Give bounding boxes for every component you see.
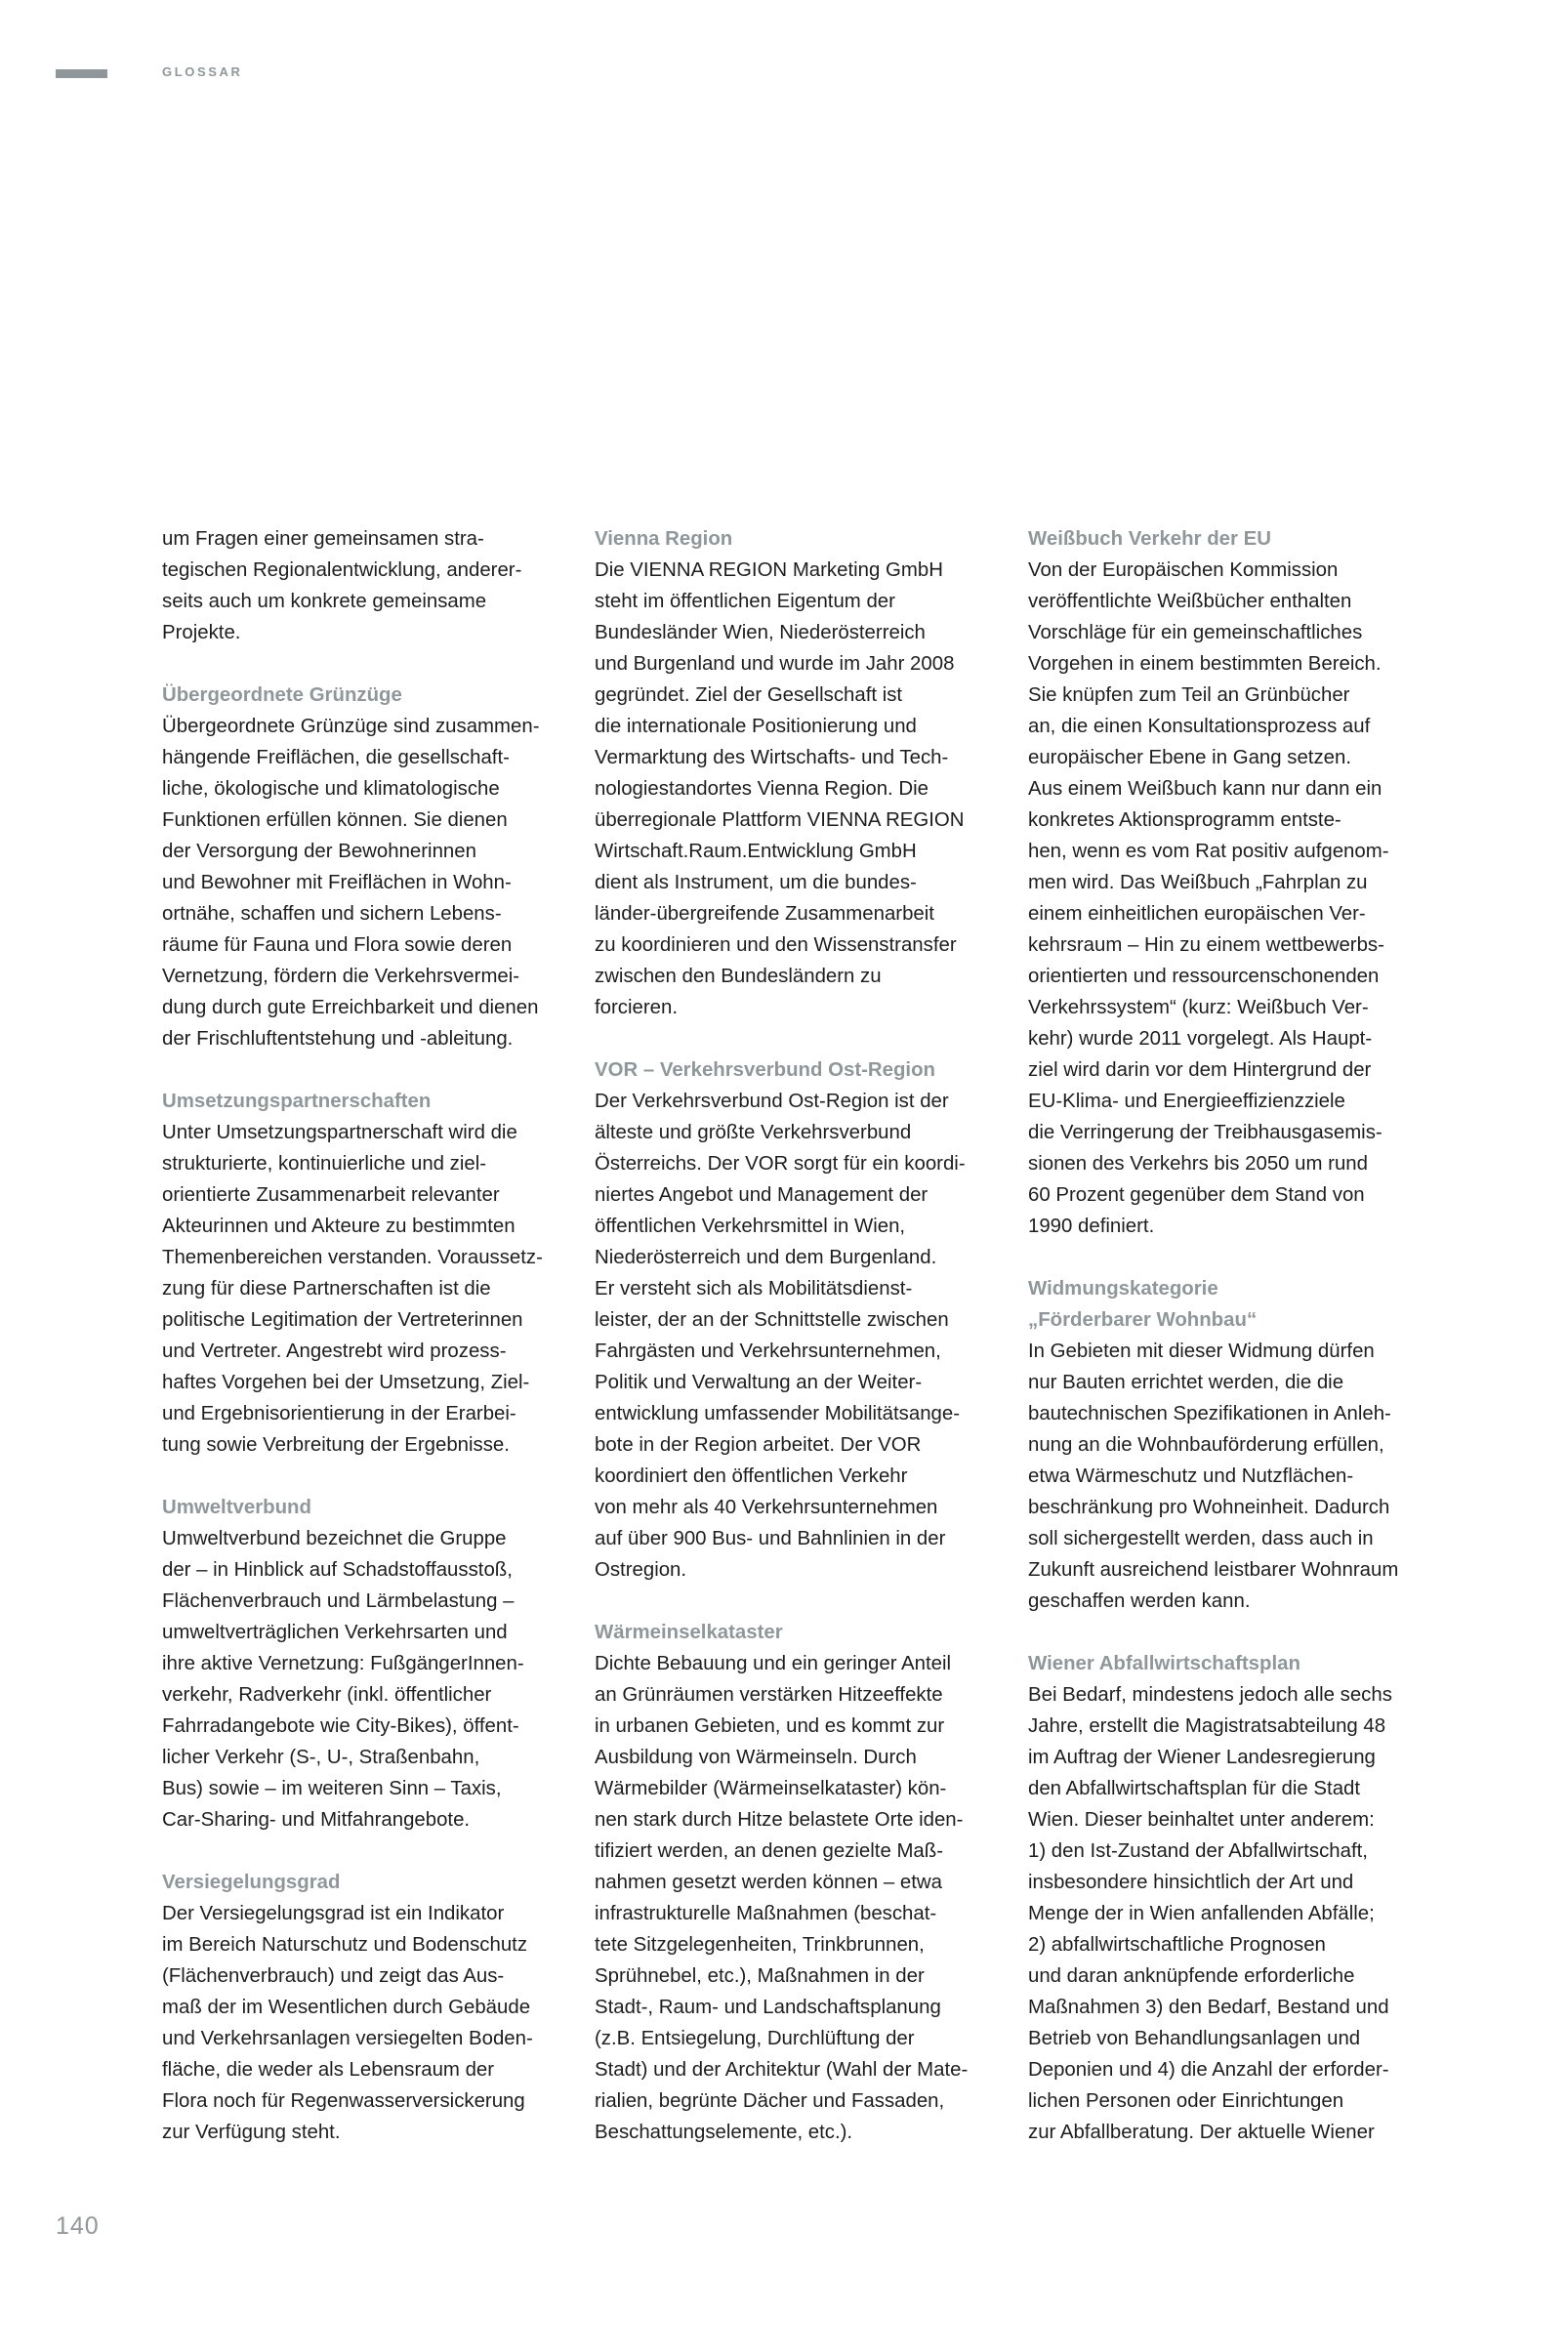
- text-line: Der Verkehrsverbund Ost-Region ist der: [595, 1091, 949, 1112]
- text-line: seits auch um konkrete gemeinsame: [162, 591, 487, 612]
- glossary-term: Widmungskategorie: [1028, 1278, 1218, 1300]
- text-line: einem einheitlichen europäischen Ver-: [1028, 903, 1366, 925]
- text-line: orientierten und ressourcenschonenden: [1028, 966, 1380, 987]
- text-line: (Flächenverbrauch) und zeigt das Aus-: [162, 1965, 505, 1987]
- text-line: die Verringerung der Treibhausgasemis-: [1028, 1122, 1382, 1143]
- text-line: dient als Instrument, um die bundes-: [595, 872, 917, 893]
- text-line: Bus) sowie – im weiteren Sinn – Taxis,: [162, 1778, 502, 1799]
- text-line: Politik und Verwaltung an der Weiter-: [595, 1372, 923, 1393]
- text-line: Wien. Dieser beinhaltet unter anderem:: [1028, 1809, 1375, 1831]
- glossary-term: Weißbuch Verkehr der EU: [1028, 528, 1271, 550]
- text-line: an, die einen Konsultationsprozess auf: [1028, 716, 1371, 737]
- text-line: liche, ökologische und klimatologische: [162, 778, 500, 800]
- text-line: Sprühnebel, etc.), Maßnahmen in der: [595, 1965, 925, 1987]
- text-line: Deponien und 4) die Anzahl der erforder-: [1028, 2059, 1389, 2081]
- text-line: hängende Freiflächen, die gesellschaft-: [162, 747, 510, 768]
- text-line: Themenbereichen verstanden. Voraussetz-: [162, 1247, 543, 1268]
- text-line: Der Versiegelungsgrad ist ein Indikator: [162, 1903, 505, 1924]
- text-line: europäischer Ebene in Gang setzen.: [1028, 747, 1351, 768]
- glossary-term: Versiegelungsgrad: [162, 1872, 341, 1893]
- text-line: überregionale Plattform VIENNA REGION: [595, 809, 965, 831]
- glossary-term: Übergeordnete Grünzüge: [162, 684, 402, 706]
- text-line: tung sowie Verbreitung der Ergebnisse.: [162, 1434, 510, 1456]
- text-line: nur Bauten errichtet werden, die die: [1028, 1372, 1344, 1393]
- text-line: zu koordinieren und den Wissenstransfer: [595, 934, 957, 956]
- text-line: 1) den Ist-Zustand der Abfallwirtschaft,: [1028, 1840, 1368, 1862]
- text-line: Österreichs. Der VOR sorgt für ein koordi-: [595, 1153, 966, 1175]
- page-number: 140: [56, 2212, 100, 2240]
- text-line: leister, der an der Schnittstelle zwischen: [595, 1309, 949, 1331]
- text-line: und daran anknüpfende erforderliche: [1028, 1965, 1355, 1987]
- text-line: Niederösterreich und dem Burgenland.: [595, 1247, 937, 1268]
- text-line: Vorschläge für ein gemeinschaftliches: [1028, 622, 1363, 643]
- text-line: geschaffen werden kann.: [1028, 1590, 1251, 1612]
- paragraph-gap: [1028, 1617, 1438, 1648]
- text-line: der – in Hinblick auf Schadstoffausstoß,: [162, 1559, 513, 1581]
- text-line: dung durch gute Erreichbarkeit und dienen: [162, 997, 539, 1018]
- text-line: im Auftrag der Wiener Landesregierung: [1028, 1747, 1376, 1768]
- text-line: Beschattungselemente, etc.).: [595, 2122, 853, 2143]
- text-line: kehrsraum – Hin zu einem wettbewerbs-: [1028, 934, 1384, 956]
- text-line: tegischen Regionalentwicklung, anderer-: [162, 559, 522, 581]
- text-line: Aus einem Weißbuch kann nur dann ein: [1028, 778, 1382, 800]
- text-line: ziel wird darin vor dem Hintergrund der: [1028, 1059, 1372, 1081]
- text-line: veröffentlichte Weißbücher enthalten: [1028, 591, 1352, 612]
- text-line: Fahrgästen und Verkehrsunternehmen,: [595, 1341, 941, 1362]
- text-line: Stadt) und der Architektur (Wahl der Mate-: [595, 2059, 969, 2081]
- text-line: Ostregion.: [595, 1559, 687, 1581]
- text-line: entwicklung umfassender Mobilitätsange-: [595, 1403, 961, 1424]
- text-line: Jahre, erstellt die Magistratsabteilung 48: [1028, 1715, 1386, 1737]
- text-line: orientierte Zusammenarbeit relevanter: [162, 1184, 500, 1206]
- text-line: öffentlichen Verkehrsmittel in Wien,: [595, 1216, 906, 1237]
- text-line: konkretes Aktionsprogramm entste-: [1028, 809, 1341, 831]
- text-line: Akteurinnen und Akteure zu bestimmten: [162, 1216, 516, 1237]
- text-line: Betrieb von Behandlungsanlagen und: [1028, 2028, 1361, 2049]
- text-line: nologiestandortes Vienna Region. Die: [595, 778, 928, 800]
- text-line: verkehr, Radverkehr (inkl. öffentlicher: [162, 1684, 492, 1706]
- glossary-term: Vienna Region: [595, 528, 733, 550]
- glossary-term: Umsetzungspartnerschaften: [162, 1091, 432, 1112]
- glossary-term: Wiener Abfallwirtschaftsplan: [1028, 1653, 1300, 1674]
- text-line: lichen Personen oder Einrichtungen: [1028, 2090, 1344, 2112]
- text-line: zwischen den Bundesländern zu: [595, 966, 882, 987]
- text-line: auf über 900 Bus- und Bahnlinien in der: [595, 1528, 946, 1549]
- text-line: nahmen gesetzt werden können – etwa: [595, 1872, 942, 1893]
- text-line: Zukunft ausreichend leistbarer Wohnraum: [1028, 1559, 1399, 1581]
- paragraph-gap: [162, 1461, 572, 1492]
- glossary-term: Wärmeinselkataster: [595, 1622, 783, 1643]
- text-line: räume für Fauna und Flora sowie deren: [162, 934, 513, 956]
- text-line: um Fragen einer gemeinsamen stra-: [162, 528, 484, 550]
- text-line: umweltverträglichen Verkehrsarten und: [162, 1622, 508, 1643]
- paragraph-gap: [1028, 1242, 1438, 1273]
- text-line: Übergeordnete Grünzüge sind zusammen-: [162, 716, 540, 737]
- text-line: Vernetzung, fördern die Verkehrsvermei-: [162, 966, 520, 987]
- text-line: ortnähe, schaffen und sichern Lebens-: [162, 903, 502, 925]
- text-line: tifiziert werden, an denen gezielte Maß-: [595, 1840, 944, 1862]
- text-line: 2) abfallwirtschaftliche Prognosen: [1028, 1934, 1326, 1956]
- text-line: licher Verkehr (S-, U-, Straßenbahn,: [162, 1747, 480, 1768]
- text-line: Er versteht sich als Mobilitätsdienst-: [595, 1278, 913, 1300]
- section-label: GLOSSAR: [162, 64, 243, 79]
- text-line: Die VIENNA REGION Marketing GmbH: [595, 559, 943, 581]
- paragraph-gap: [595, 1586, 1005, 1617]
- text-line: bautechnischen Spezifikationen in Anleh-: [1028, 1403, 1391, 1424]
- paragraph-gap: [595, 1023, 1005, 1054]
- text-line: zur Verfügung steht.: [162, 2122, 341, 2143]
- text-line: länder-übergreifende Zusammenarbeit: [595, 903, 934, 925]
- text-line: Wärmebilder (Wärmeinselkataster) kön-: [595, 1778, 947, 1799]
- text-line: und Bewohner mit Freiflächen in Wohn-: [162, 872, 512, 893]
- text-line: Flächenverbrauch und Lärmbelastung –: [162, 1590, 515, 1612]
- text-line: und Burgenland und wurde im Jahr 2008: [595, 653, 955, 675]
- text-line: Bundesländer Wien, Niederösterreich: [595, 622, 926, 643]
- text-line: Car-Sharing- und Mitfahrangebote.: [162, 1809, 471, 1831]
- text-line: Sie knüpfen zum Teil an Grünbücher: [1028, 684, 1350, 706]
- text-line: strukturierte, kontinuierliche und ziel-: [162, 1153, 487, 1175]
- text-line: ihre aktive Vernetzung: FußgängerInnen-: [162, 1653, 524, 1674]
- text-line: tete Sitzgelegenheiten, Trinkbrunnen,: [595, 1934, 925, 1956]
- text-line: fläche, die weder als Lebensraum der: [162, 2059, 495, 2081]
- text-line: Fahrradangebote wie City-Bikes), öffent-: [162, 1715, 519, 1737]
- glossary-term: „Förderbarer Wohnbau“: [1028, 1309, 1258, 1331]
- text-line: sionen des Verkehrs bis 2050 um rund: [1028, 1153, 1368, 1175]
- text-line: Verkehrssystem“ (kurz: Weißbuch Ver-: [1028, 997, 1369, 1018]
- text-line: 60 Prozent gegenüber dem Stand von: [1028, 1184, 1365, 1206]
- text-line: an Grünräumen verstärken Hitzeeffekte: [595, 1684, 943, 1706]
- text-line: zur Abfallberatung. Der aktuelle Wiener: [1028, 2122, 1375, 2143]
- text-line: der Versorgung der Bewohnerinnen: [162, 841, 476, 862]
- text-column-left: [162, 523, 572, 2148]
- text-line: Funktionen erfüllen können. Sie dienen: [162, 809, 508, 831]
- text-line: Projekte.: [162, 622, 241, 643]
- text-line: Bei Bedarf, mindestens jedoch alle sechs: [1028, 1684, 1392, 1706]
- text-line: niertes Angebot und Management der: [595, 1184, 928, 1206]
- text-line: älteste und größte Verkehrsverbund: [595, 1122, 912, 1143]
- text-line: Vorgehen in einem bestimmten Bereich.: [1028, 653, 1382, 675]
- text-line: EU-Klima- und Energieeffizienzziele: [1028, 1091, 1345, 1112]
- text-line: in urbanen Gebieten, und es kommt zur: [595, 1715, 945, 1737]
- paragraph-gap: [162, 1836, 572, 1867]
- text-line: nen stark durch Hitze belastete Orte iden-: [595, 1809, 964, 1831]
- text-line: haftes Vorgehen bei der Umsetzung, Ziel-: [162, 1372, 530, 1393]
- text-line: kehr) wurde 2011 vorgelegt. Als Haupt-: [1028, 1028, 1373, 1050]
- text-column-middle: [595, 523, 1005, 2148]
- text-line: insbesondere hinsichtlich der Art und: [1028, 1872, 1354, 1893]
- glossary-term: VOR – Verkehrsverbund Ost-Region: [595, 1059, 935, 1081]
- text-line: beschränkung pro Wohneinheit. Dadurch: [1028, 1497, 1390, 1518]
- text-line: men wird. Das Weißbuch „Fahrplan zu: [1028, 872, 1368, 893]
- paragraph-gap: [162, 1054, 572, 1086]
- text-line: von mehr als 40 Verkehrsunternehmen: [595, 1497, 938, 1518]
- text-line: soll sichergestellt werden, dass auch in: [1028, 1528, 1374, 1549]
- text-line: infrastrukturelle Maßnahmen (beschat-: [595, 1903, 937, 1924]
- text-line: nung an die Wohnbauförderung erfüllen,: [1028, 1434, 1384, 1456]
- text-line: den Abfallwirtschaftsplan für die Stadt: [1028, 1778, 1361, 1799]
- text-line: hen, wenn es vom Rat positiv aufgenom-: [1028, 841, 1389, 862]
- text-line: koordiniert den öffentlichen Verkehr: [595, 1465, 908, 1487]
- text-line: und Vertreter. Angestrebt wird prozess-: [162, 1341, 507, 1362]
- text-line: der Frischluftentstehung und -ableitung.: [162, 1028, 514, 1050]
- text-line: 1990 definiert.: [1028, 1216, 1155, 1237]
- text-line: Stadt-, Raum- und Landschaftsplanung: [595, 1997, 941, 2018]
- text-line: Menge der in Wien anfallenden Abfälle;: [1028, 1903, 1375, 1924]
- text-line: Ausbildung von Wärmeinseln. Durch: [595, 1747, 917, 1768]
- text-line: gegründet. Ziel der Gesellschaft ist: [595, 684, 903, 706]
- header-accent-bar: [56, 69, 107, 78]
- text-line: maß der im Wesentlichen durch Gebäude: [162, 1997, 531, 2018]
- text-line: rialien, begrünte Dächer und Fassaden,: [595, 2090, 945, 2112]
- text-line: Wirtschaft.Raum.Entwicklung GmbH: [595, 841, 917, 862]
- text-line: (z.B. Entsiegelung, Durchlüftung der: [595, 2028, 915, 2049]
- text-line: forcieren.: [595, 997, 678, 1018]
- text-line: zung für diese Partnerschaften ist die: [162, 1278, 491, 1300]
- text-line: und Verkehrsanlagen versiegelten Boden-: [162, 2028, 533, 2049]
- text-line: politische Legitimation der Vertreterinnen: [162, 1309, 523, 1331]
- text-line: etwa Wärmeschutz und Nutzflächen-: [1028, 1465, 1354, 1487]
- text-line: steht im öffentlichen Eigentum der: [595, 591, 895, 612]
- text-line: Unter Umsetzungspartnerschaft wird die: [162, 1122, 517, 1143]
- text-line: Von der Europäischen Kommission: [1028, 559, 1339, 581]
- text-line: Umweltverbund bezeichnet die Gruppe: [162, 1528, 507, 1549]
- text-line: In Gebieten mit dieser Widmung dürfen: [1028, 1341, 1375, 1362]
- text-line: Dichte Bebauung und ein geringer Anteil: [595, 1653, 952, 1674]
- glossary-term: Umweltverbund: [162, 1497, 311, 1518]
- text-line: die internationale Positionierung und: [595, 716, 917, 737]
- text-line: Flora noch für Regenwasserversickerung: [162, 2090, 525, 2112]
- text-column-right: [1028, 523, 1438, 2148]
- text-line: im Bereich Naturschutz und Bodenschutz: [162, 1934, 528, 1956]
- text-line: Maßnahmen 3) den Bedarf, Bestand und: [1028, 1997, 1389, 2018]
- text-line: bote in der Region arbeitet. Der VOR: [595, 1434, 922, 1456]
- text-line: und Ergebnisorientierung in der Erarbei-: [162, 1403, 516, 1424]
- paragraph-gap: [162, 648, 572, 680]
- text-line: Vermarktung des Wirtschafts- und Tech-: [595, 747, 949, 768]
